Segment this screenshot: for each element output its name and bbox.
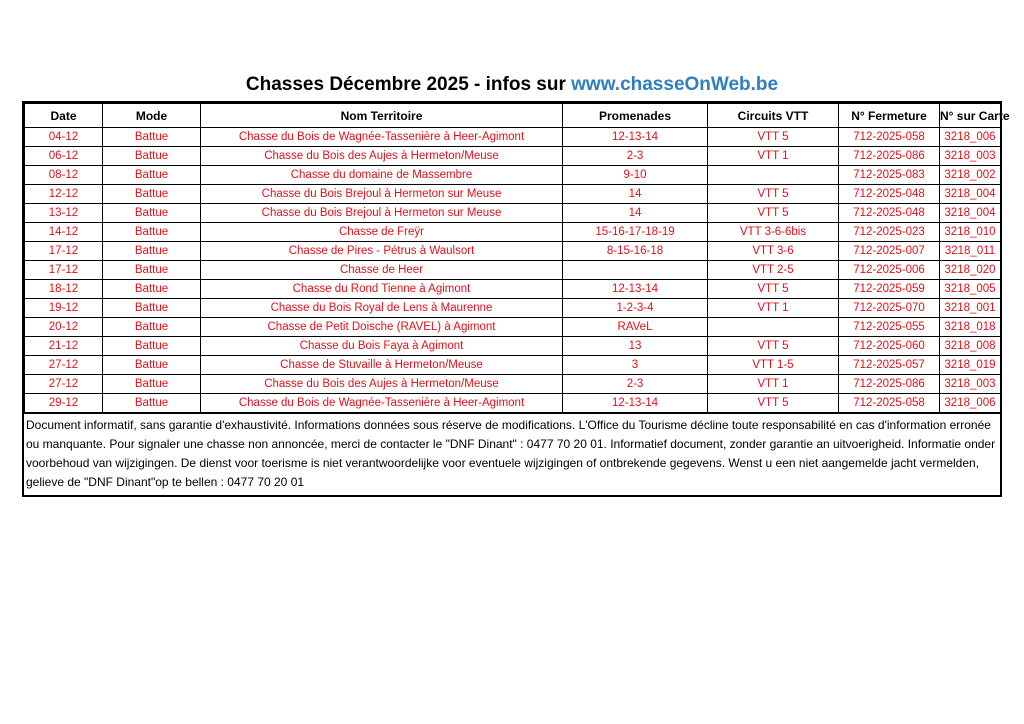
walks-cell: 1-2-3-4 xyxy=(563,299,708,318)
mode-cell: Battue xyxy=(103,280,201,299)
map-number-cell: 3218_011 xyxy=(940,242,1001,261)
table-row xyxy=(25,185,1001,204)
mode-cell: Battue xyxy=(103,128,201,147)
mode-cell: Battue xyxy=(103,337,201,356)
date-cell: 27-12 xyxy=(25,375,103,394)
map-number-cell: 3218_005 xyxy=(940,280,1001,299)
closure-number-cell: 712-2025-070 xyxy=(839,299,940,318)
territory-cell: Chasse du Bois des Aujes à Hermeton/Meuse xyxy=(201,375,563,394)
map-number-cell: 3218_003 xyxy=(940,147,1001,166)
closure-number-cell: 712-2025-059 xyxy=(839,280,940,299)
date-cell: 18-12 xyxy=(25,280,103,299)
walks-cell: 9-10 xyxy=(563,166,708,185)
closure-number-cell: 712-2025-023 xyxy=(839,223,940,242)
map-number-cell: 3218_020 xyxy=(940,261,1001,280)
table-row xyxy=(25,242,1001,261)
walks-cell: RAVeL xyxy=(563,318,708,337)
column-vtt-circuits-header: Circuits VTT xyxy=(708,104,839,128)
mode-cell: Battue xyxy=(103,318,201,337)
date-cell: 04-12 xyxy=(25,128,103,147)
column-walks-header: Promenades xyxy=(563,104,708,128)
vtt-cell: VTT 1 xyxy=(708,299,839,318)
vtt-cell: VTT 1 xyxy=(708,147,839,166)
territory-cell: Chasse de Stuvaille à Hermeton/Meuse xyxy=(201,356,563,375)
map-number-cell: 3218_019 xyxy=(940,356,1001,375)
mode-cell: Battue xyxy=(103,166,201,185)
walks-cell: 8-15-16-18 xyxy=(563,242,708,261)
closure-number-cell: 712-2025-086 xyxy=(839,375,940,394)
territory-cell: Chasse du Bois de Wagnée-Tassenière à Heer-Agimont xyxy=(201,394,563,413)
date-cell: 17-12 xyxy=(25,242,103,261)
closure-number-cell: 712-2025-007 xyxy=(839,242,940,261)
walks-cell: 14 xyxy=(563,204,708,223)
mode-cell: Battue xyxy=(103,394,201,413)
date-cell: 12-12 xyxy=(25,185,103,204)
vtt-cell: VTT 1-5 xyxy=(708,356,839,375)
walks-cell: 12-13-14 xyxy=(563,394,708,413)
walks-cell: 2-3 xyxy=(563,375,708,394)
territory-cell: Chasse du Bois Faya à Agimont xyxy=(201,337,563,356)
table-row xyxy=(25,375,1001,394)
website-link[interactable]: www.chasseOnWeb.be xyxy=(571,74,779,95)
date-cell: 14-12 xyxy=(25,223,103,242)
territory-cell: Chasse du Rond Tienne à Agimont xyxy=(201,280,563,299)
table-row xyxy=(25,128,1001,147)
map-number-cell: 3218_004 xyxy=(940,185,1001,204)
map-number-cell: 3218_006 xyxy=(940,394,1001,413)
column-closure-number-header: N° Fermeture xyxy=(839,104,940,128)
column-territory-header: Nom Territoire xyxy=(201,104,563,128)
vtt-cell xyxy=(708,166,839,185)
date-cell: 20-12 xyxy=(25,318,103,337)
date-cell: 21-12 xyxy=(25,337,103,356)
map-number-cell: 3218_002 xyxy=(940,166,1001,185)
closure-number-cell: 712-2025-048 xyxy=(839,204,940,223)
territory-cell: Chasse du Bois Brejoul à Hermeton sur Meuse xyxy=(201,185,563,204)
vtt-cell: VTT 1 xyxy=(708,375,839,394)
map-number-cell: 3218_006 xyxy=(940,128,1001,147)
header-row xyxy=(25,104,1001,128)
table-row xyxy=(25,166,1001,185)
mode-cell: Battue xyxy=(103,261,201,280)
territory-cell: Chasse de Heer xyxy=(201,261,563,280)
map-number-cell: 3218_001 xyxy=(940,299,1001,318)
hunts-table xyxy=(24,103,1010,413)
territory-cell: Chasse de Freÿr xyxy=(201,223,563,242)
vtt-cell: VTT 5 xyxy=(708,185,839,204)
title-text: Chasses Décembre 2025 - infos sur xyxy=(245,74,572,95)
vtt-cell: VTT 2-5 xyxy=(708,261,839,280)
map-number-cell: 3218_004 xyxy=(940,204,1001,223)
vtt-cell xyxy=(708,318,839,337)
territory-cell: Chasse du domaine de Massembre xyxy=(201,166,563,185)
table-row xyxy=(25,204,1001,223)
walks-cell: 13 xyxy=(563,337,708,356)
table-row xyxy=(25,280,1001,299)
vtt-cell: VTT 5 xyxy=(708,128,839,147)
table-row xyxy=(25,147,1001,166)
vtt-cell: VTT 5 xyxy=(708,280,839,299)
mode-cell: Battue xyxy=(103,204,201,223)
closure-number-cell: 712-2025-060 xyxy=(839,337,940,356)
walks-cell: 14 xyxy=(563,185,708,204)
date-cell: 19-12 xyxy=(25,299,103,318)
vtt-cell: VTT 3-6 xyxy=(708,242,839,261)
map-number-cell: 3218_018 xyxy=(940,318,1001,337)
date-cell: 17-12 xyxy=(25,261,103,280)
table-row xyxy=(25,394,1001,413)
closure-number-cell: 712-2025-048 xyxy=(839,185,940,204)
walks-cell: 3 xyxy=(563,356,708,375)
disclaimer-note: Document informatif, sans garantie d'exhaustivité. Informations données sous réserve de modifications. L'Office du Tourisme décline toute responsabilité en cas d'information erronée ou manquante. Pour signaler une chasse non annoncée, merci de contacter le "DNF Dinant" : 0477 70 20 01. Informatief document, zonder garantie an uitvoerigheid. Informatie onder voorbehoud van wijzigingen. De dienst voor toerisme is niet verantwoordelijke voor eventuele wijzigingen of ontbrekende gegevens. Wenst u een niet aangemelde jacht vermelden, gelieve de "DNF Dinant"op te bellen : 0477 70 20 01 xyxy=(24,413,1000,495)
map-number-cell: 3218_008 xyxy=(940,337,1001,356)
mode-cell: Battue xyxy=(103,185,201,204)
hunts-sheet xyxy=(22,101,1010,497)
map-number-cell: 3218_010 xyxy=(940,223,1001,242)
closure-number-cell: 712-2025-058 xyxy=(839,128,940,147)
mode-cell: Battue xyxy=(103,356,201,375)
date-cell: 06-12 xyxy=(25,147,103,166)
table-row xyxy=(25,223,1001,242)
table-row xyxy=(25,261,1001,280)
vtt-cell: VTT 5 xyxy=(708,394,839,413)
mode-cell: Battue xyxy=(103,147,201,166)
territory-cell: Chasse de Petit Doische (RAVEL) à Agimont xyxy=(201,318,563,337)
closure-number-cell: 712-2025-057 xyxy=(839,356,940,375)
closure-number-cell: 712-2025-086 xyxy=(839,147,940,166)
column-date-header: Date xyxy=(25,104,103,128)
mode-cell: Battue xyxy=(103,375,201,394)
closure-number-cell: 712-2025-006 xyxy=(839,261,940,280)
date-cell: 29-12 xyxy=(25,394,103,413)
walks-cell: 12-13-14 xyxy=(563,280,708,299)
closure-number-cell: 712-2025-083 xyxy=(839,166,940,185)
date-cell: 27-12 xyxy=(25,356,103,375)
mode-cell: Battue xyxy=(103,242,201,261)
column-map-number-header: N° sur Carte xyxy=(940,104,1001,128)
date-cell: 08-12 xyxy=(25,166,103,185)
closure-number-cell: 712-2025-058 xyxy=(839,394,940,413)
mode-cell: Battue xyxy=(103,223,201,242)
column-mode-header: Mode xyxy=(103,104,201,128)
vtt-cell: VTT 5 xyxy=(708,337,839,356)
territory-cell: Chasse du Bois de Wagnée-Tassenière à Heer-Agimont xyxy=(201,128,563,147)
page-title xyxy=(0,74,1024,96)
vtt-cell: VTT 5 xyxy=(708,204,839,223)
map-number-cell: 3218_003 xyxy=(940,375,1001,394)
table-row xyxy=(25,337,1001,356)
walks-cell: 12-13-14 xyxy=(563,128,708,147)
closure-number-cell: 712-2025-055 xyxy=(839,318,940,337)
territory-cell: Chasse de Pires - Pétrus à Waulsort xyxy=(201,242,563,261)
walks-cell: 2-3 xyxy=(563,147,708,166)
territory-cell: Chasse du Bois Brejoul à Hermeton sur Meuse xyxy=(201,204,563,223)
table-body xyxy=(25,128,1001,413)
date-cell: 13-12 xyxy=(25,204,103,223)
territory-cell: Chasse du Bois des Aujes à Hermeton/Meuse xyxy=(201,147,563,166)
territory-cell: Chasse du Bois Royal de Lens à Maurenne xyxy=(201,299,563,318)
vtt-cell: VTT 3-6-6bis xyxy=(708,223,839,242)
mode-cell: Battue xyxy=(103,299,201,318)
walks-cell: 15-16-17-18-19 xyxy=(563,223,708,242)
table-row xyxy=(25,299,1001,318)
table-row xyxy=(25,318,1001,337)
walks-cell xyxy=(563,261,708,280)
table-row xyxy=(25,356,1001,375)
